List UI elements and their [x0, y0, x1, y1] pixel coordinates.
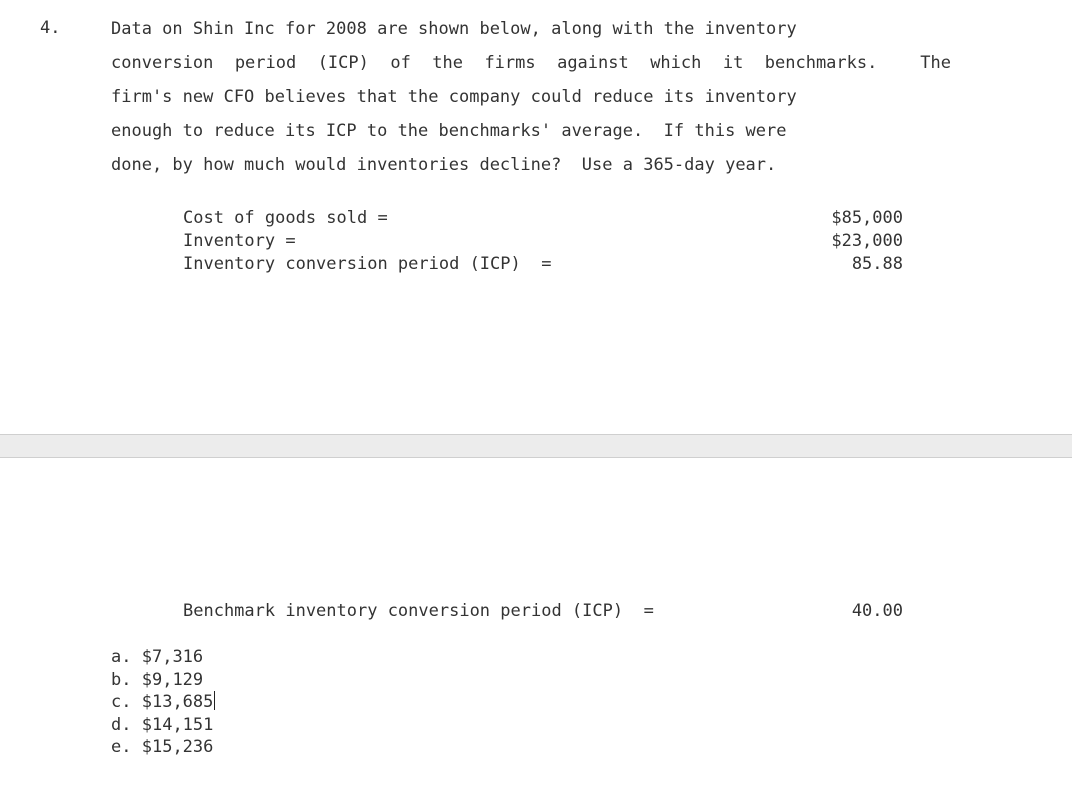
- data-label-icp: Inventory conversion period (ICP) =: [183, 254, 552, 274]
- choice-letter: d.: [111, 714, 132, 735]
- choice-b[interactable]: [111, 669, 215, 692]
- data-row-inventory: [183, 230, 903, 252]
- choice-letter: c.: [111, 692, 132, 713]
- choice-letter: e.: [111, 737, 132, 758]
- choice-text: $15,236: [141, 737, 214, 758]
- data-value-inventory: $23,000: [831, 231, 903, 251]
- choice-text: $9,129: [141, 669, 204, 690]
- question-text-line-3: firm's new CFO believes that the company could reduce its inventory: [111, 87, 797, 107]
- choice-letter: a.: [111, 647, 132, 667]
- choice-text: $7,316: [141, 647, 204, 667]
- question-text-line-4: enough to reduce its ICP to the benchmarks' average. If this were: [111, 121, 787, 141]
- choice-e[interactable]: [111, 736, 215, 759]
- choice-letter: b.: [111, 669, 132, 690]
- data-row-cogs: [183, 207, 903, 229]
- choice-text: $13,685: [141, 692, 214, 713]
- data-value-cogs: $85,000: [831, 208, 903, 228]
- section-divider-band: [0, 434, 1072, 458]
- benchmark-label: Benchmark inventory conversion period (ICP) =: [183, 601, 654, 621]
- question-text-line-2: conversion period (ICP) of the firms against which it benchmarks. The: [111, 53, 951, 73]
- choice-a[interactable]: [111, 646, 215, 669]
- question-text-line-1: Data on Shin Inc for 2008 are shown below, along with the inventory: [111, 19, 797, 39]
- text-cursor: [214, 691, 215, 710]
- choice-c[interactable]: [111, 691, 215, 714]
- benchmark-value: 40.00: [851, 601, 903, 621]
- question-text-line-5: done, by how much would inventories decline? Use a 365-day year.: [111, 155, 777, 175]
- answer-choices: [111, 646, 215, 759]
- data-value-icp: 85.88: [851, 254, 903, 274]
- data-label-inventory: Inventory =: [183, 231, 296, 251]
- choice-text: $14,151: [141, 714, 214, 735]
- data-label-cogs: Cost of goods sold =: [183, 208, 388, 228]
- data-row-icp: [183, 253, 903, 275]
- benchmark-row: [183, 600, 903, 622]
- question-number: 4.: [40, 18, 61, 38]
- choice-d[interactable]: [111, 714, 215, 737]
